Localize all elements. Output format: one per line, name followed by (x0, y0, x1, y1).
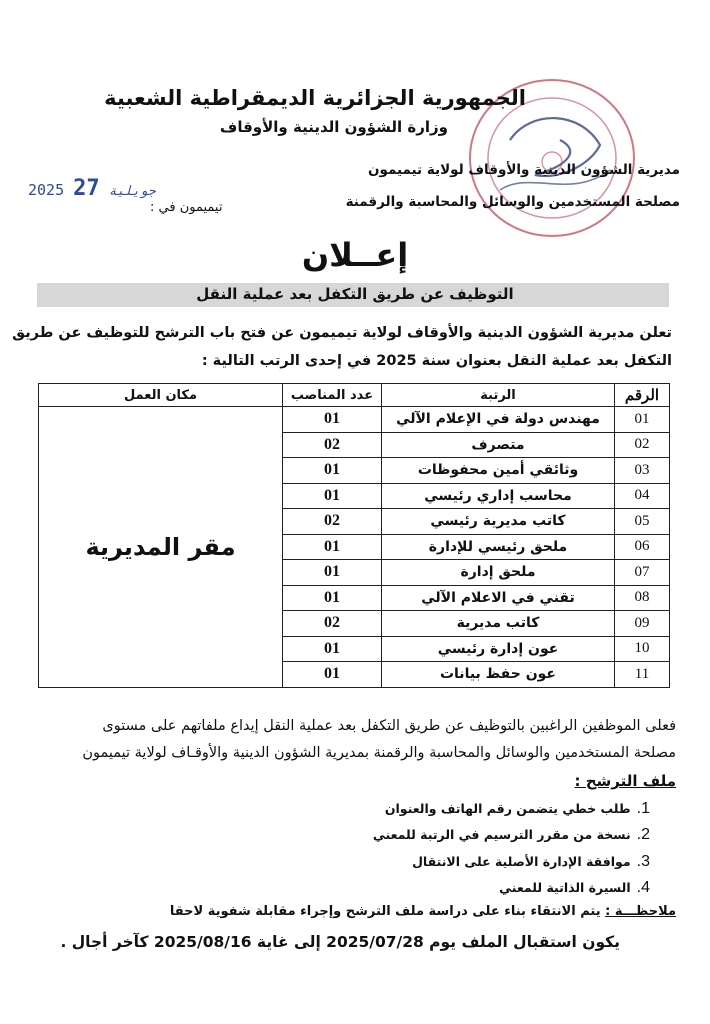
row-count: 01 (283, 636, 382, 662)
row-count: 01 (283, 662, 382, 688)
file-heading: ملف الترشح : (574, 772, 676, 790)
row-count: 01 (283, 534, 382, 560)
header-grade: الرتبة (382, 384, 615, 407)
item-text: السيرة الذاتية للمعني (499, 880, 631, 895)
page-subtitle: التوظيف عن طريق التكفل بعد عملية النقل (196, 285, 514, 303)
item-text: موافقة الإدارة الأصلية على الانتقال (412, 854, 631, 869)
intro-line-2: التكفل بعد عملية النقل بعنوان سنة 2025 في إحدى الرتب التالية : (201, 353, 672, 369)
date-year: 2025 (28, 181, 65, 199)
table-header-row (39, 384, 670, 407)
row-number: 04 (615, 483, 670, 509)
header-place: مكان العمل (39, 384, 283, 407)
ministry-header: وزارة الشؤون الدينية والأوقاف (219, 118, 448, 136)
row-number: 09 (615, 611, 670, 637)
row-number: 08 (615, 585, 670, 611)
grades-body (39, 407, 670, 688)
row-count: 01 (283, 458, 382, 484)
work-place: مقر المديرية (39, 407, 283, 688)
date-stamp (28, 176, 156, 201)
row-grade: محاسب إداري رئيسي (382, 483, 615, 509)
body-line-1: فعلى الموظفين الراغبين بالتوظيف عن طريق التكفل بعد عملية النقل إيداع ملفاتهم على مستوى (102, 718, 676, 734)
row-grade: ملحق رئيسي للإدارة (382, 534, 615, 560)
item-number: 4. (636, 879, 650, 896)
row-count: 01 (283, 407, 382, 433)
row-number: 01 (615, 407, 670, 433)
header-count: عدد المناصب (283, 384, 382, 407)
list-item (412, 853, 650, 871)
row-number: 06 (615, 534, 670, 560)
place-prefix: تيميمون في : (150, 200, 223, 215)
item-text: نسخة من مقرر الترسيم في الرتبة للمعني (372, 827, 631, 842)
row-number: 11 (615, 662, 670, 688)
date-month: جويلية (108, 184, 156, 199)
row-grade: متصرف (382, 432, 615, 458)
row-count: 01 (283, 585, 382, 611)
table-row (39, 407, 670, 433)
row-count: 01 (283, 560, 382, 586)
note (170, 904, 676, 919)
item-text: طلب خطي يتضمن رقم الهاتف والعنوان (384, 801, 631, 816)
item-number: 1. (636, 800, 650, 817)
row-count: 02 (283, 509, 382, 535)
row-count: 02 (283, 432, 382, 458)
row-count: 01 (283, 483, 382, 509)
header-num: الرقم (615, 384, 670, 407)
intro-line-1: تعلن مديرية الشؤون الدينية والأوقاف لولاية تيميمون عن فتح باب الترشح للتوظيف عن طريق (12, 325, 672, 341)
row-grade: ملحق إدارة (382, 560, 615, 586)
row-grade: كاتب مديرية رئيسي (382, 509, 615, 535)
row-count: 02 (283, 611, 382, 637)
directorate-header: مديرية الشؤون الدينية والأوقاف لولاية تيميمون (367, 162, 680, 178)
row-number: 03 (615, 458, 670, 484)
list-item (373, 826, 650, 844)
place-date (150, 200, 222, 215)
item-number: 3. (636, 853, 650, 870)
list-item (385, 800, 650, 818)
note-text: يتم الانتقاء بناء على دراسة ملف الترشح وإجراء مقابلة شفوية لاحقا (169, 904, 601, 919)
row-grade: تقني في الاعلام الآلي (382, 585, 615, 611)
service-header: مصلحة المستخدمين والوسائل والمحاسبة والرقمنة (345, 194, 680, 210)
row-grade: وثائقي أمين محفوظات (382, 458, 615, 484)
republic-header: الجمهورية الجزائرية الديمقراطية الشعبية (104, 86, 526, 110)
row-grade: مهندس دولة في الإعلام الآلي (382, 407, 615, 433)
item-number: 2. (636, 826, 650, 843)
row-number: 05 (615, 509, 670, 535)
list-item (499, 879, 650, 897)
note-label: ملاحظـــة : (605, 904, 676, 919)
row-number: 02 (615, 432, 670, 458)
deadline-text: يكون استقبال الملف يوم 2025/07/28 إلى غاية 2025/08/16 كآخر أجال . (60, 933, 620, 951)
row-grade: عون حفظ بيانات (382, 662, 615, 688)
row-grade: كاتب مديرية (382, 611, 615, 637)
page-title: إعــلان (301, 236, 409, 274)
row-number: 10 (615, 636, 670, 662)
date-day: 27 (73, 176, 100, 201)
row-grade: عون إدارة رئيسي (382, 636, 615, 662)
body-line-2: مصلحة المستخدمين والوسائل والمحاسبة والرقمنة بمديرية الشؤون الدينية والأوقـاف لولاية تيميمون (82, 745, 676, 761)
grades-table (38, 383, 670, 688)
row-number: 07 (615, 560, 670, 586)
